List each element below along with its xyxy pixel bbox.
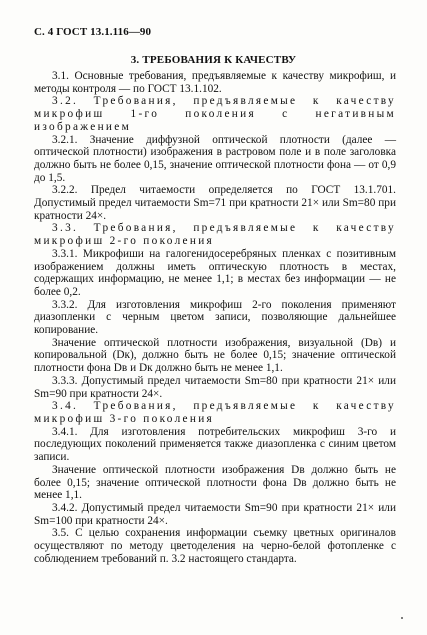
page-header: С. 4 ГОСТ 13.1.116—90 — [34, 26, 152, 38]
section-body — [34, 70, 396, 565]
paragraph-3-4-heading: 3.4. Требования, предъявляемые к качеству микрофиш 3-го поколения — [34, 400, 396, 425]
paragraph-3-3-2: 3.3.2. Для изготовления микрофиш 2-го поколения применяют диазопленки с черным цветом записи, позволяющие дальнейшее копирование. — [34, 298, 396, 337]
paragraph-3-3-heading: 3.3. Требования, предъявляемые к качеству микрофиш 2-го поколения — [34, 222, 396, 248]
paragraph-3-2-2: 3.2.2. Предел читаемости определяется по ГОСТ 13.1.701. Допустимый предел читаемости Sm=71 при кратности 21× или Sm=80 при кратности 24×. — [34, 184, 396, 222]
paragraph-3-4-1: 3.4.1. Для изготовления потребительских микрофиш 3-го и последующих поколений применяется также диазопленка с синим цветом записи. — [34, 425, 396, 464]
paragraph-3-2-heading: 3.2. Требования, предъявляемые к качеству микрофиш 1-го поколения с негативным изображением — [34, 95, 396, 133]
paragraph-density-values-3: Значение оптической плотности изображения Dв должно быть не более 0,15; значение оптической плотности фона Dв должно быть не менее 1,1. — [34, 463, 396, 502]
section-title: 3. ТРЕБОВАНИЯ К КАЧЕСТВУ — [130, 54, 297, 66]
paragraph-3-3-3: 3.3.3. Допустимый предел читаемости Sm=80 при кратности 21× или Sm=90 при кратности 24×. — [34, 374, 396, 400]
paragraph-3-4-2: 3.4.2. Допустимый предел читаемости Sm=90 при кратности 21× или Sm=100 при кратности 24×. — [34, 501, 396, 527]
paragraph-3-3-1: 3.3.1. Микрофиши на галогенидосеребряных пленках с позитивным изображением должны иметь оптическую плотность в местах, содержащих информацию, не менее 1,1; в местах без информации — не более 0,2. — [34, 247, 396, 298]
paragraph-3-1: 3.1. Основные требования, предъявляемые к качеству микрофиш, и методы контроля — по ГОСТ 13.1.102. — [34, 70, 396, 95]
paragraph-3-5: 3.5. С целью сохранения информации съемку цветных оригиналов осуществляют по методу цветоделения на черно-белой фотопленке с соблюдением требований п. 3.2 настоящего стандарта. — [34, 527, 396, 565]
page-mark — [401, 617, 403, 619]
paragraph-density-values: Значение оптической плотности изображения, визуальной (Dв) и копировальной (Dк), должно быть не более 0,15; значение оптической плотности фона Dв и Dк должно быть не менее 1,1. — [34, 336, 396, 375]
paragraph-3-2-1: 3.2.1. Значение диффузной оптической плотности (далее — оптической плотности) изображения в растровом поле и в поле заголовка должно быть не более 0,15, значение оптической плотности фона — от 0,9 до 1,5. — [34, 133, 396, 184]
